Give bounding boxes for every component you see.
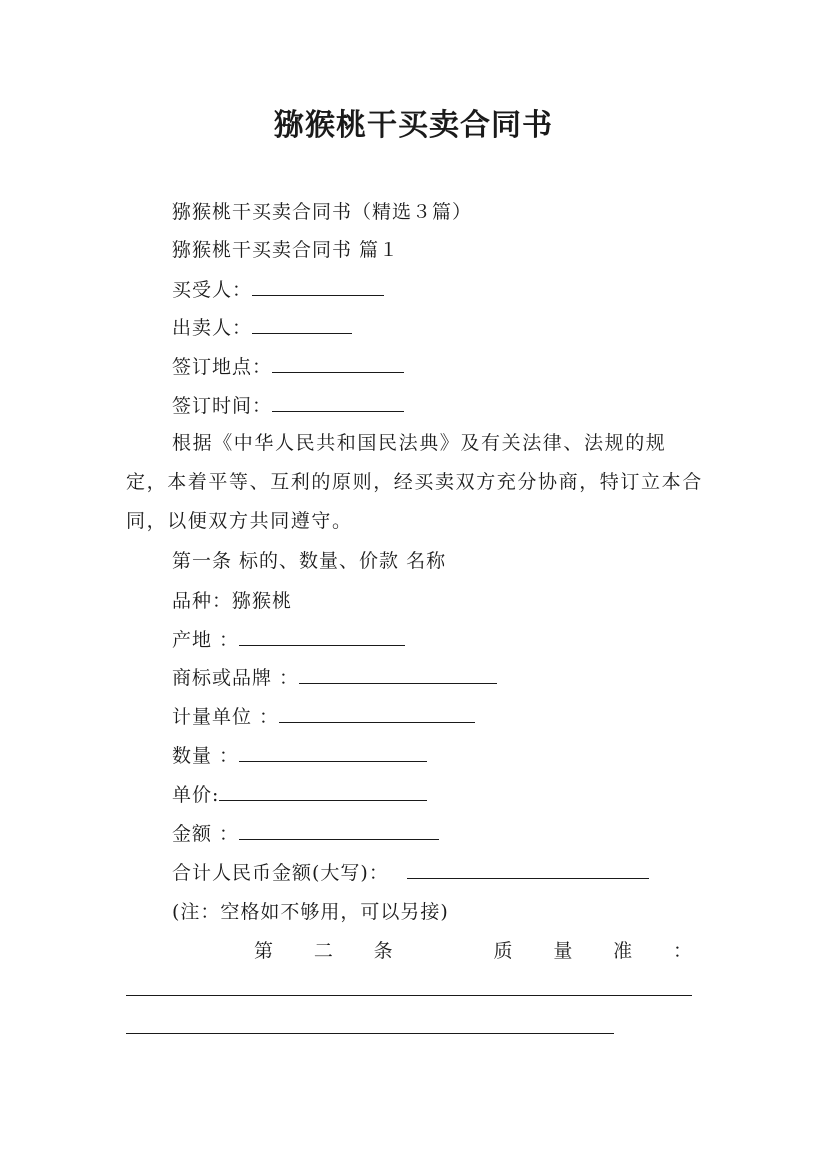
preamble-paragraph: 根据《中华人民共和国民法典》及有关法律、法规的规定，本着平等、互利的原则，经买卖双方充分协商，特订立本合同，以便双方共同遵守。 xyxy=(126,432,703,532)
origin-line xyxy=(172,627,405,653)
total-blank xyxy=(407,860,649,879)
quantity-line xyxy=(172,743,427,769)
time-line xyxy=(172,393,404,419)
origin-blank xyxy=(239,627,405,646)
total-label: 合计人民币金额(大写)： xyxy=(172,862,389,884)
place-label: 签订地点： xyxy=(172,356,273,378)
article2-heading xyxy=(172,938,692,964)
brand-line xyxy=(172,665,497,691)
place-line xyxy=(172,354,404,380)
article2-char: 二 xyxy=(313,940,333,962)
seller-line xyxy=(172,315,352,341)
buyer-blank xyxy=(252,277,384,296)
amount-label: 金额 ： xyxy=(172,823,240,845)
unit-blank xyxy=(279,704,475,723)
quality-blank-line-2 xyxy=(126,1033,614,1034)
note-line: (注：空格如不够用，可以另接) xyxy=(172,901,449,923)
variety-line: 品种：猕猴桃 xyxy=(172,590,293,612)
buyer-label: 买受人： xyxy=(172,279,253,301)
quantity-blank xyxy=(239,743,427,762)
amount-blank xyxy=(239,821,439,840)
seller-label: 出卖人： xyxy=(172,317,253,339)
total-line xyxy=(172,860,649,886)
article2-char: 准 xyxy=(613,940,633,962)
article1-heading: 第一条 标的、数量、价款 名称 xyxy=(172,550,447,572)
document-title: 猕猴桃干买卖合同书 xyxy=(274,108,553,143)
article2-char: 条 xyxy=(373,940,393,962)
origin-label: 产地 ： xyxy=(172,629,240,651)
quality-blank-line-1 xyxy=(126,995,692,996)
price-label: 单价: xyxy=(172,784,220,806)
article2-char: 质 xyxy=(493,940,513,962)
article2-char: ： xyxy=(672,940,692,962)
section-heading: 猕猴桃干买卖合同书 篇１ xyxy=(172,239,400,261)
price-line xyxy=(172,782,427,808)
brand-blank xyxy=(299,665,497,684)
seller-blank xyxy=(252,315,352,334)
time-label: 签订时间： xyxy=(172,395,273,417)
article2-char: 量 xyxy=(553,940,573,962)
quantity-label: 数量 ： xyxy=(172,745,240,767)
place-blank xyxy=(272,354,404,373)
price-blank xyxy=(219,782,427,801)
article2-char: 第 xyxy=(254,940,274,962)
document-subtitle: 猕猴桃干买卖合同书（精选３篇） xyxy=(172,201,473,223)
brand-label: 商标或品牌 ： xyxy=(172,667,300,689)
amount-line xyxy=(172,821,439,847)
unit-line xyxy=(172,704,475,730)
unit-label: 计量单位 ： xyxy=(172,706,280,728)
time-blank xyxy=(272,393,404,412)
buyer-line xyxy=(172,277,384,303)
